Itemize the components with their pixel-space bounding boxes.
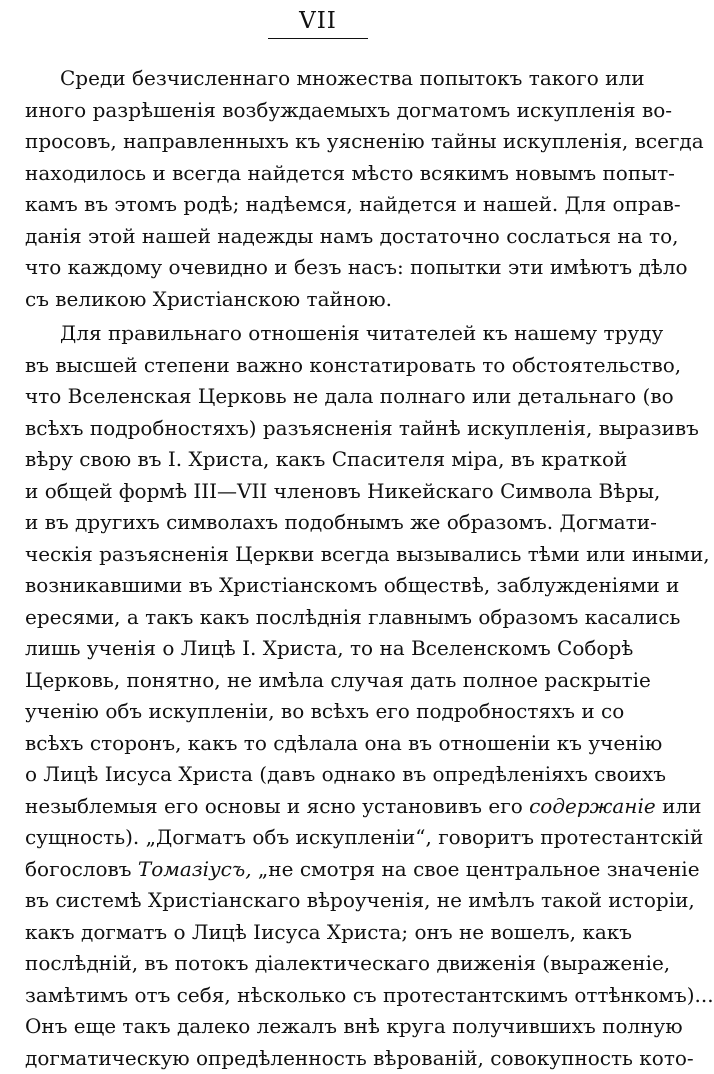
text-line: Для правильнаго отношенія читателей къ нашему труду [25, 318, 621, 350]
text-segment: „не смотря на свое центральное значеніе [252, 857, 700, 881]
italic-term-soderzhanie: содержаніе [529, 794, 656, 818]
text-line: Церковь, понятно, не имѣла случая дать полное раскрытіе [25, 665, 621, 697]
text-line: вѣру свою въ І. Христа, какъ Спасителя міра, въ краткой [25, 444, 621, 476]
text-line: сущность). „Догматъ объ искупленіи“, говоритъ протестантскій [25, 822, 621, 854]
text-segment: незыблемыя его основы и ясно установивъ его [25, 794, 529, 818]
text-line: замѣтимъ отъ себя, нѣсколько съ протестантскимъ оттѣнкомъ)... [25, 980, 621, 1012]
text-line: ческія разъясненія Церкви всегда вызывались тѣми или иными, [25, 539, 621, 571]
text-line: Среди безчисленнаго множества попытокъ такого или [25, 63, 621, 95]
text-line: камъ въ этомъ родѣ; надѣемся, найдется и нашей. Для оправ- [25, 189, 621, 221]
text-segment: богословъ [25, 857, 138, 881]
text-line: ученію объ искупленіи, во всѣхъ его подробностяхъ и со [25, 696, 621, 728]
text-line: что каждому очевидно и безъ насъ: попытки эти имѣютъ дѣло [25, 252, 621, 284]
text-line: данія этой нашей надежды намъ достаточно сослаться на то, [25, 221, 621, 253]
page-header [0, 6, 636, 36]
page-number: VII [299, 6, 337, 36]
text-line-mixed [25, 791, 621, 823]
text-line: лишь ученія о Лицѣ І. Христа, то на Вселенскомъ Соборѣ [25, 633, 621, 665]
text-line: Онъ еще такъ далеко лежалъ внѣ круга получившихъ полную [25, 1011, 621, 1043]
text-line: о Лицѣ Іисуса Христа (давъ однако въ опредѣленіяхъ своихъ [25, 759, 621, 791]
text-line: ересями, а такъ какъ послѣднія главнымъ образомъ касались [25, 602, 621, 634]
text-line: и въ другихъ символахъ подобнымъ же образомъ. Догмати- [25, 507, 621, 539]
italic-author-name: Томазіусъ, [138, 857, 252, 881]
paragraph-1 [25, 63, 621, 315]
text-line: всѣхъ подробностяхъ) разъясненія тайнѣ искупленія, выразивъ [25, 413, 621, 445]
text-line: возникавшими въ Христіанскомъ обществѣ, заблужденіями и [25, 570, 621, 602]
text-line: что Вселенская Церковь не дала полнаго или детальнаго (во [25, 381, 621, 413]
text-line: догматическую опредѣленность вѣрованій, совокупность кото- [25, 1043, 621, 1074]
text-line: въ высшей степени важно констатировать то обстоятельство, [25, 350, 621, 382]
text-line: какъ догматъ о Лицѣ Іисуса Христа; онъ не вошелъ, какъ [25, 917, 621, 949]
text-segment: или [656, 794, 702, 818]
header-rule [268, 38, 368, 39]
text-line: просовъ, направленныхъ къ уясненію тайны искупленія, всегда [25, 126, 621, 158]
text-line-mixed [25, 854, 621, 886]
paragraph-2 [25, 318, 621, 1074]
text-line: съ великою Христіанскою тайною. [25, 284, 621, 316]
text-line: всѣхъ сторонъ, какъ то сдѣлала она въ отношеніи къ ученію [25, 728, 621, 760]
text-line: находилось и всегда найдется мѣсто всякимъ новымъ попыт- [25, 158, 621, 190]
text-line: въ системѣ Христіанскаго вѣроученія, не имѣлъ такой исторіи, [25, 885, 621, 917]
text-line: и общей формѣ III—VII членовъ Никейскаго Символа Вѣры, [25, 476, 621, 508]
body-text [25, 63, 621, 1074]
text-line: иного разрѣшенія возбуждаемыхъ догматомъ искупленія во- [25, 95, 621, 127]
text-line: послѣдній, въ потокъ діалектическаго движенія (выраженіе, [25, 948, 621, 980]
